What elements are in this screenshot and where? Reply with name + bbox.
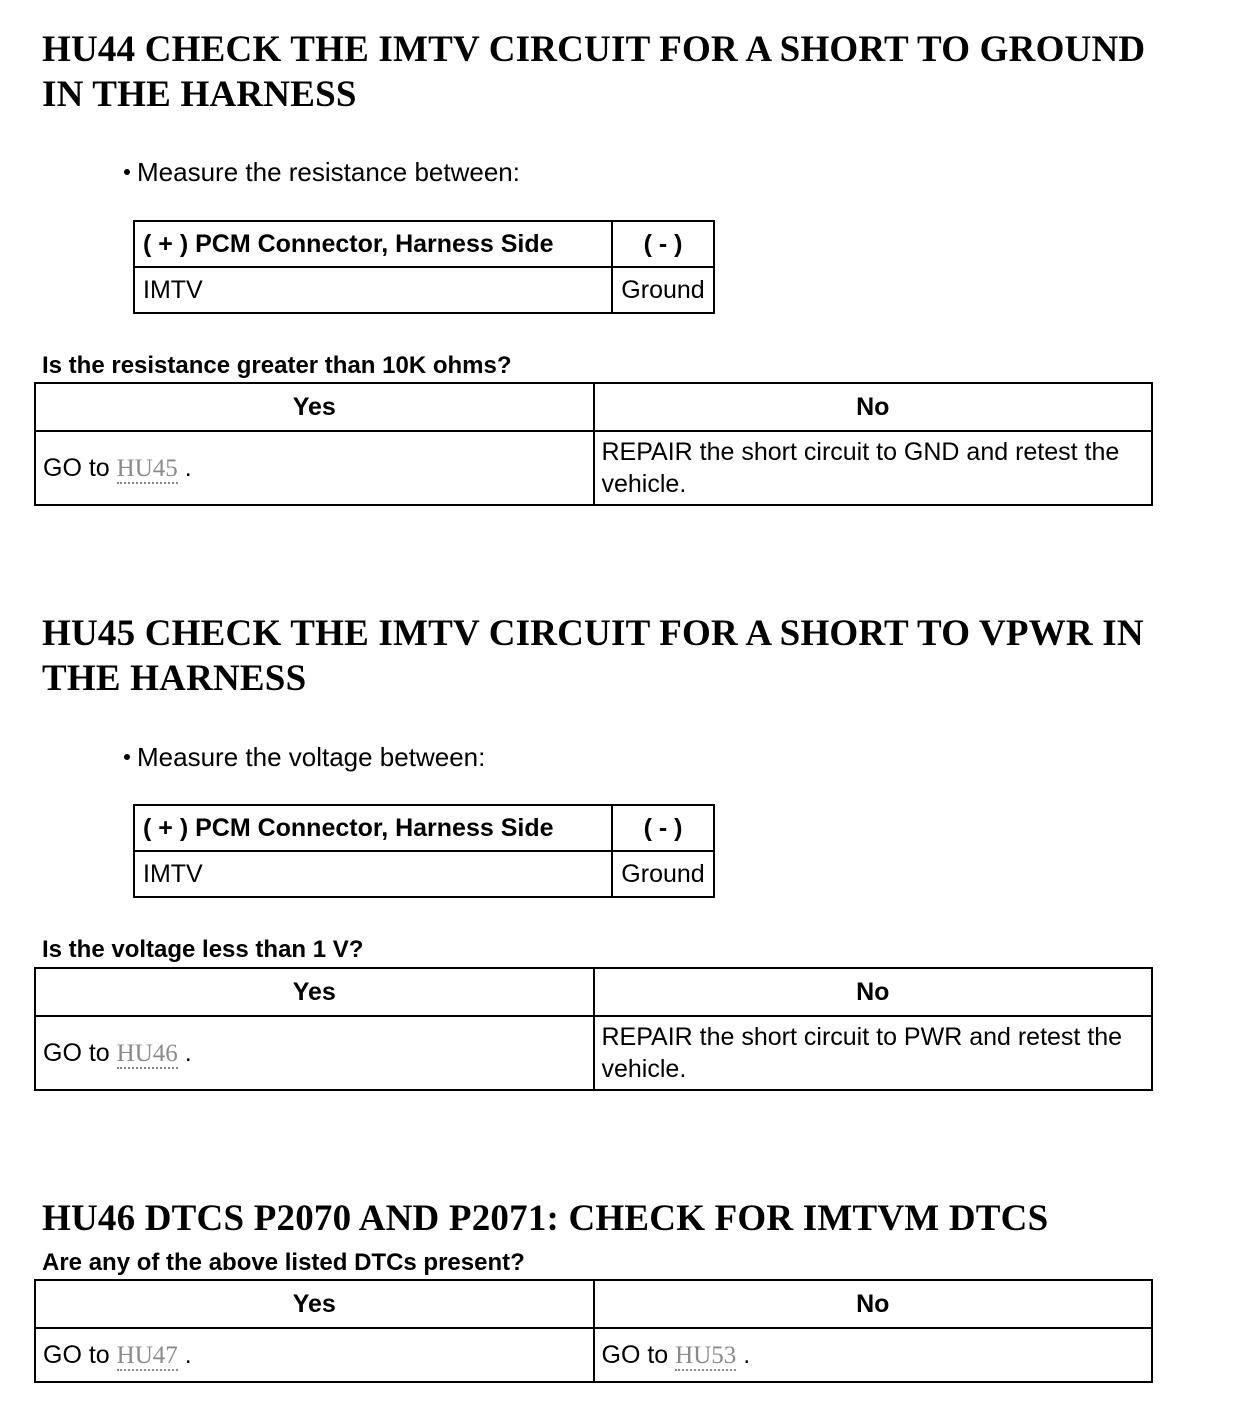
goto-text: GO to <box>601 1340 669 1369</box>
yes-no-table <box>34 382 1153 506</box>
yes-action <box>35 1016 594 1090</box>
period: . <box>184 1038 192 1067</box>
link-hu53[interactable]: HU53 <box>675 1341 737 1369</box>
no-header: No <box>594 1280 1153 1328</box>
title-line-1: HU46 DTCS P2070 AND P2071: CHECK FOR IMTVM DTCS <box>42 1198 1049 1239</box>
section-title-hu45 <box>42 611 1222 701</box>
no-header: No <box>594 968 1153 1016</box>
title-line-1: HU45 CHECK THE IMTV CIRCUIT FOR A SHORT TO VPWR IN <box>42 613 1144 654</box>
instruction-bullet <box>124 157 520 187</box>
yes-header: Yes <box>35 968 594 1016</box>
no-action: REPAIR the short circuit to PWR and retest the vehicle. <box>594 1016 1153 1090</box>
table-cell: Ground <box>612 851 714 897</box>
title-line-2: THE HARNESS <box>42 658 307 699</box>
table-cell: IMTV <box>134 267 612 313</box>
section-title-hu46 <box>42 1196 1222 1241</box>
no-action: REPAIR the short circuit to GND and retest the vehicle. <box>594 431 1153 505</box>
bullet-icon <box>124 169 130 175</box>
period: . <box>743 1340 751 1369</box>
yes-no-table <box>34 967 1153 1091</box>
section-title-hu44 <box>42 27 1222 117</box>
instruction-bullet <box>124 742 485 772</box>
title-line-1: HU44 CHECK THE IMTV CIRCUIT FOR A SHORT TO GROUND <box>42 29 1146 70</box>
link-hu46[interactable]: HU46 <box>116 1039 178 1067</box>
question: Are any of the above listed DTCs present? <box>42 1249 525 1276</box>
measurement-table <box>133 220 715 314</box>
yes-no-table <box>34 1279 1153 1383</box>
goto-text: GO to <box>43 1038 110 1067</box>
yes-header: Yes <box>35 1280 594 1328</box>
no-action <box>594 1328 1153 1382</box>
period: . <box>184 453 192 482</box>
title-line-2: IN THE HARNESS <box>42 74 357 115</box>
column-header: ( + ) PCM Connector, Harness Side <box>134 805 612 851</box>
instruction-text: Measure the voltage between: <box>137 742 486 772</box>
link-hu45[interactable]: HU45 <box>116 454 178 482</box>
yes-action <box>35 1328 594 1382</box>
table-cell: IMTV <box>134 851 612 897</box>
column-header: ( + ) PCM Connector, Harness Side <box>134 221 612 267</box>
column-header: ( - ) <box>612 221 714 267</box>
no-header: No <box>594 383 1153 431</box>
yes-header: Yes <box>35 383 594 431</box>
link-hu47[interactable]: HU47 <box>116 1341 178 1369</box>
goto-text: GO to <box>43 1340 110 1369</box>
measurement-table <box>133 804 715 898</box>
question: Is the voltage less than 1 V? <box>42 936 364 963</box>
column-header: ( - ) <box>612 805 714 851</box>
table-cell: Ground <box>612 267 714 313</box>
instruction-text: Measure the resistance between: <box>137 157 520 187</box>
bullet-icon <box>124 754 130 760</box>
question: Is the resistance greater than 10K ohms? <box>42 352 512 379</box>
period: . <box>184 1340 192 1369</box>
goto-text: GO to <box>43 453 110 482</box>
yes-action <box>35 431 594 505</box>
